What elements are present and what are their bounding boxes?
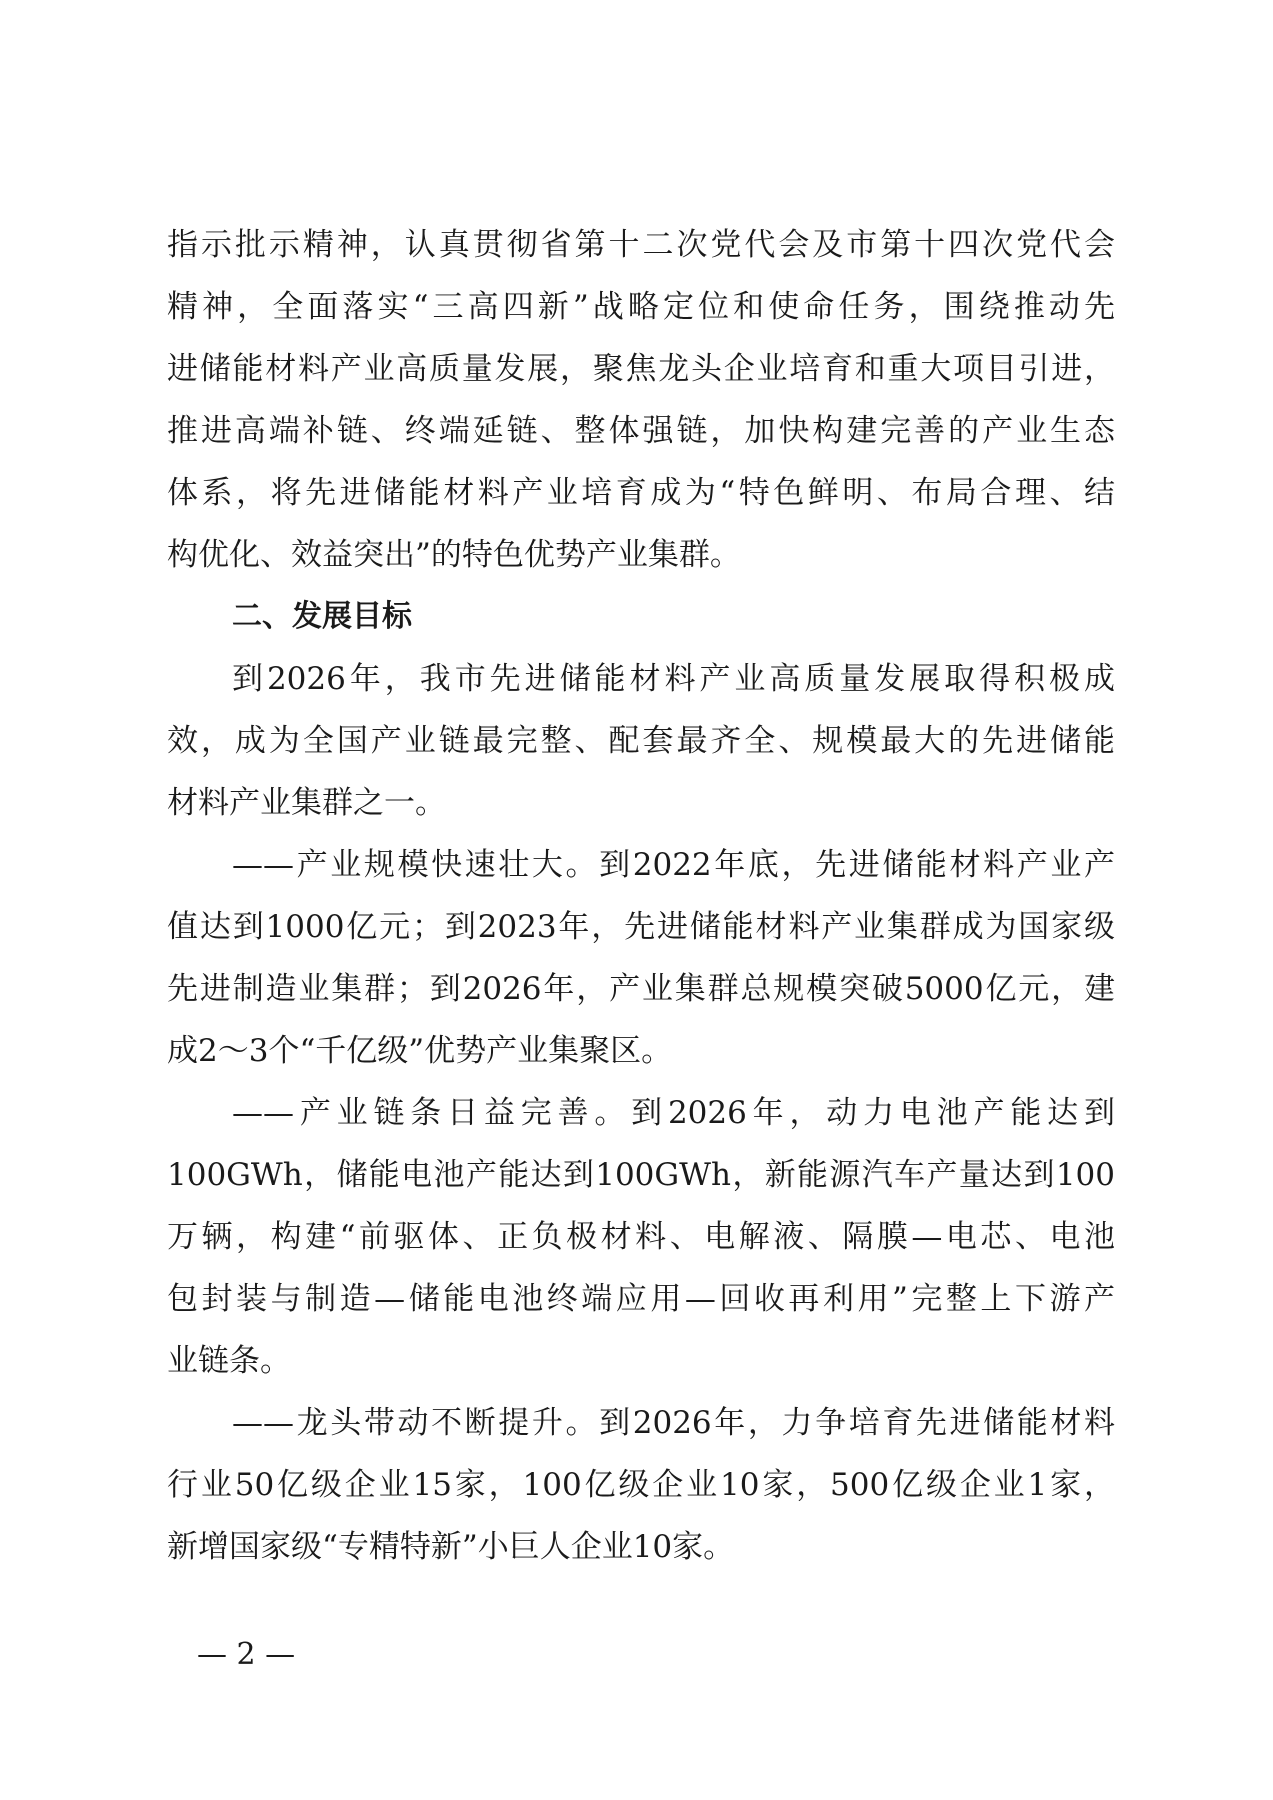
paragraph-line: 进储能材料产业高质量发展，聚焦龙头企业培育和重大项目引进， [167,351,1115,387]
paragraph-line: 精神，全面落实“三高四新”战略定位和使命任务，围绕推动先 [167,289,1115,325]
paragraph-line: 行业50亿级企业15家，100亿级企业10家，500亿级企业1家， [167,1467,1115,1503]
paragraph-line: 值达到1000亿元；到2023年，先进储能材料产业集群成为国家级 [167,909,1115,945]
paragraph-line: 万辆，构建“前驱体、正负极材料、电解液、隔膜—电芯、电池 [167,1219,1115,1255]
paragraph-line: 推进高端补链、终端延链、整体强链，加快构建完善的产业生态 [167,413,1115,449]
paragraph-line: 效，成为全国产业链最完整、配套最齐全、规模最大的先进储能 [167,723,1115,759]
paragraph-line: 构优化、效益突出”的特色优势产业集群。 [167,537,741,573]
section-heading: 二、发展目标 [232,599,412,634]
paragraph-line: 到2026年，我市先进储能材料产业高质量发展取得积极成 [232,661,1115,697]
paragraph-line: ——产业规模快速壮大。到2022年底，先进储能材料产业产 [232,847,1115,883]
paragraph-line: ——龙头带动不断提升。到2026年，力争培育先进储能材料 [232,1405,1115,1441]
paragraph-line: 指示批示精神，认真贯彻省第十二次党代会及市第十四次党代会 [167,227,1115,263]
paragraph-line: 先进制造业集群；到2026年，产业集群总规模突破5000亿元，建 [167,971,1115,1007]
paragraph-line: 100GWh，储能电池产能达到100GWh，新能源汽车产量达到100 [167,1157,1115,1193]
paragraph-line: 新增国家级“专精特新”小巨人企业10家。 [167,1529,735,1565]
paragraph-line: 包封装与制造—储能电池终端应用—回收再利用”完整上下游产 [167,1281,1115,1317]
paragraph-line: 体系，将先进储能材料产业培育成为“特色鲜明、布局合理、结 [167,475,1115,511]
paragraph-line: 材料产业集群之一。 [167,785,446,821]
paragraph-line: ——产业链条日益完善。到2026年，动力电池产能达到 [232,1095,1115,1131]
paragraph-line: 业链条。 [167,1343,291,1379]
paragraph-line: 成2～3个“千亿级”优势产业集聚区。 [167,1033,673,1069]
page-number: — 2 — [197,1637,296,1672]
